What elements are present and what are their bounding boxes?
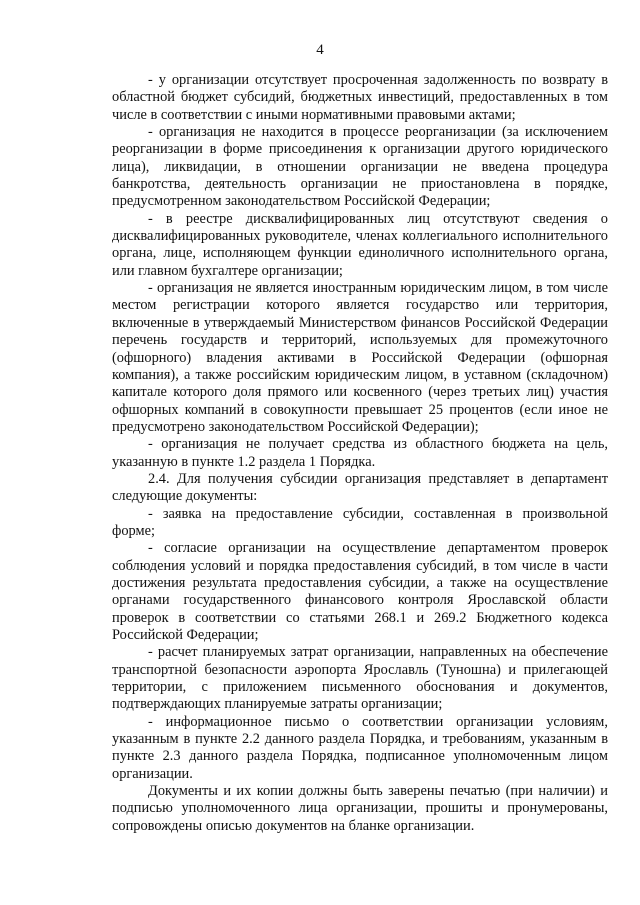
document-body bbox=[112, 72, 608, 835]
paragraph-no-overdue-debt: - у организации отсутствует просроченная задолженность по возврату в областной бюджет субсидий, бюджетных инвестиций, предоставленных в том числе в соответствии с иными нормативными правовыми актами; bbox=[112, 72, 608, 123]
paragraph-not-foreign-entity: - организация не является иностранным юридическим лицом, в том числе местом регистрации которого является государство или территория, включенные в утверждаемый Министерством финансов Российской Федерации перечень государств и территорий, используемых для промежуточного (офшорного) владения активами в Российской Федерации (офшорная компания), а также российским юридическим лицом, в уставном (складочном) капитале которого доля прямого или косвенного (через третьих лиц) участия офшорных компаний в совокупности превышает 25 процентов (если иное не предусмотрено законодательством Российской Федерации); bbox=[112, 280, 608, 435]
page-number: 4 bbox=[316, 42, 324, 58]
paragraph-cost-calculation: - расчет планируемых затрат организации, направленных на обеспечение транспортной безопасности аэропорта Ярославль (Туношна) и прилегающей территории, с приложением письменного обоснования и документов, подтверждающих планируемые затраты организации; bbox=[112, 644, 608, 713]
paragraph-section-2-4: 2.4. Для получения субсидии организация представляет в департамент следующие документы: bbox=[112, 470, 608, 505]
paragraph-not-in-reorganization: - организация не находится в процессе реорганизации (за исключением реорганизации в форме присоединения к организации другого юридического лица), ликвидации, в отношении организации не введена процедура банкротства, деятельность организации не приостановлена в порядке, предусмотренном законодательством Российской Федерации; bbox=[112, 124, 608, 210]
paragraph-information-letter: - информационное письмо о соответствии организации условиям, указанным в пункте 2.2 данного раздела Порядка, и требованиям, указанным в пункте 2.3 данного раздела Порядка, подписанное уполномоченным лицом организации. bbox=[112, 713, 608, 782]
paragraph-consent-to-audits: - согласие организации на осуществление департаментом проверок соблюдения условий и порядка предоставления субсидий, в том числе в части достижения результата предоставления субсидии, а также на осуществление органами государственного финансового контроля Ярославской области проверок в соответствии со статьями 268.1 и 269.2 Бюджетного кодекса Российской Федерации; bbox=[112, 540, 608, 643]
paragraph-application: - заявка на предоставление субсидии, составленная в произвольной форме; bbox=[112, 505, 608, 539]
paragraph-disqualified-persons: - в реестре дисквалифицированных лиц отсутствуют сведения о дисквалифицированных руководителе, членах коллегиального исполнительного органа, лице, исполняющем функции единоличного исполнительного органа, или главном бухгалтере организации; bbox=[112, 210, 608, 279]
paragraph-no-other-funding: - организация не получает средства из областного бюджета на цель, указанную в пункте 1.2 раздела 1 Порядка. bbox=[112, 436, 608, 470]
paragraph-document-certification: Документы и их копии должны быть заверены печатью (при наличии) и подписью уполномоченного лица организации, прошиты и пронумерованы, сопровождены описью документов на бланке организации. bbox=[112, 783, 608, 834]
